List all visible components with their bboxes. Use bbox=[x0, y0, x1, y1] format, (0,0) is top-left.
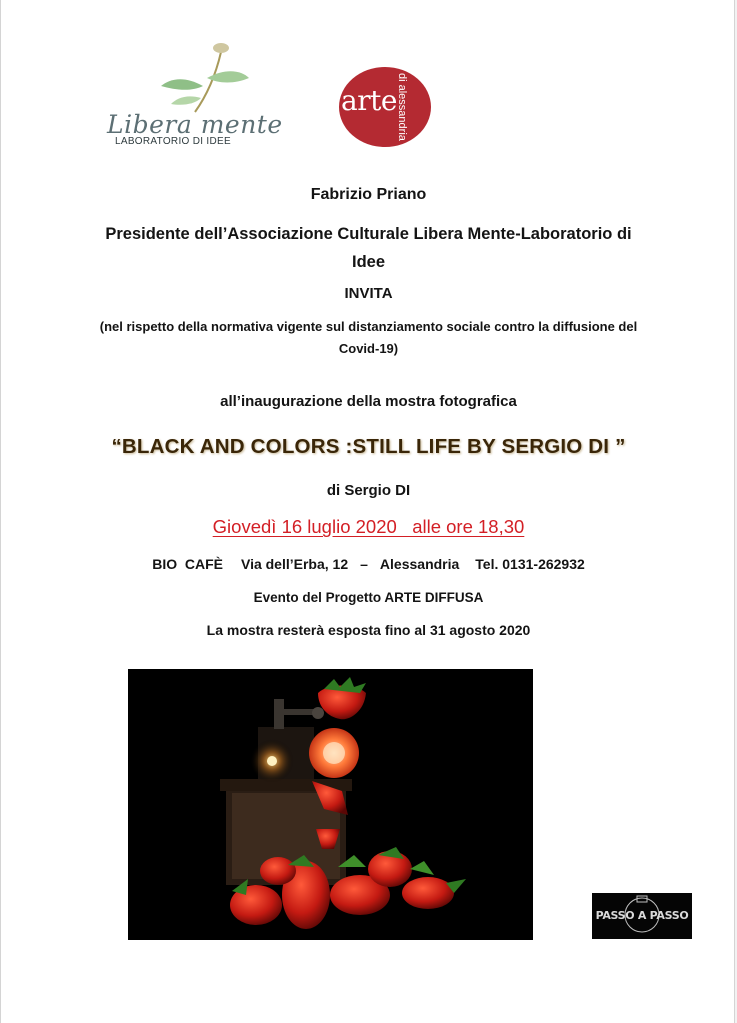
venue-place: BIO CAFÈ bbox=[152, 556, 223, 572]
passo-a-passo-text: PASSO A PASSO bbox=[595, 909, 689, 922]
leaf-pen-icon bbox=[103, 38, 268, 118]
closing-date-line: La mostra resterà esposta fino al 31 agosto 2020 bbox=[206, 622, 531, 638]
inauguration-intro: all’inaugurazione della mostra fotografica bbox=[220, 393, 517, 410]
exhibition-author: di Sergio DI bbox=[326, 482, 411, 499]
venue-address: Via dell’Erba, 12 bbox=[240, 556, 349, 572]
venue-phone: Tel. 0131-262932 bbox=[475, 556, 585, 572]
venue-dash: – bbox=[360, 556, 368, 572]
covid-note bbox=[1, 316, 736, 360]
exhibition-title: “BLACK AND COLORS :STILL LIFE BY SERGIO DI ” bbox=[111, 435, 626, 458]
host-name: Fabrizio Priano bbox=[310, 186, 427, 203]
strawberry-still-life-image bbox=[128, 669, 533, 940]
invita-heading: INVITA bbox=[344, 285, 393, 302]
libera-mente-script: Libera mente bbox=[107, 110, 283, 139]
libera-mente-logo bbox=[103, 38, 283, 148]
venue-line bbox=[1, 556, 736, 572]
arte-logo-subtext: di alessandria bbox=[396, 73, 408, 141]
passo-a-passo-logo bbox=[592, 893, 692, 939]
arte-alessandria-logo bbox=[339, 67, 431, 147]
project-line: Evento del Progetto ARTE DIFFUSA bbox=[253, 590, 484, 605]
event-date: Giovedì 16 luglio 2020 alle ore 18,30 bbox=[212, 516, 525, 537]
covid-note-text: (nel rispetto della normativa vigente sul distanziamento sociale contro la diffusione del Covid-19) bbox=[99, 319, 638, 356]
host-role bbox=[1, 220, 736, 276]
libera-mente-caption: LABORATORIO DI IDEE bbox=[115, 136, 231, 147]
venue-city: Alessandria bbox=[379, 556, 460, 572]
host-role-text: Presidente dell’Associazione Culturale Libera Mente-Laboratorio di Idee bbox=[105, 225, 632, 271]
arte-logo-text: arte bbox=[341, 84, 397, 117]
exhibition-photo bbox=[128, 669, 533, 940]
